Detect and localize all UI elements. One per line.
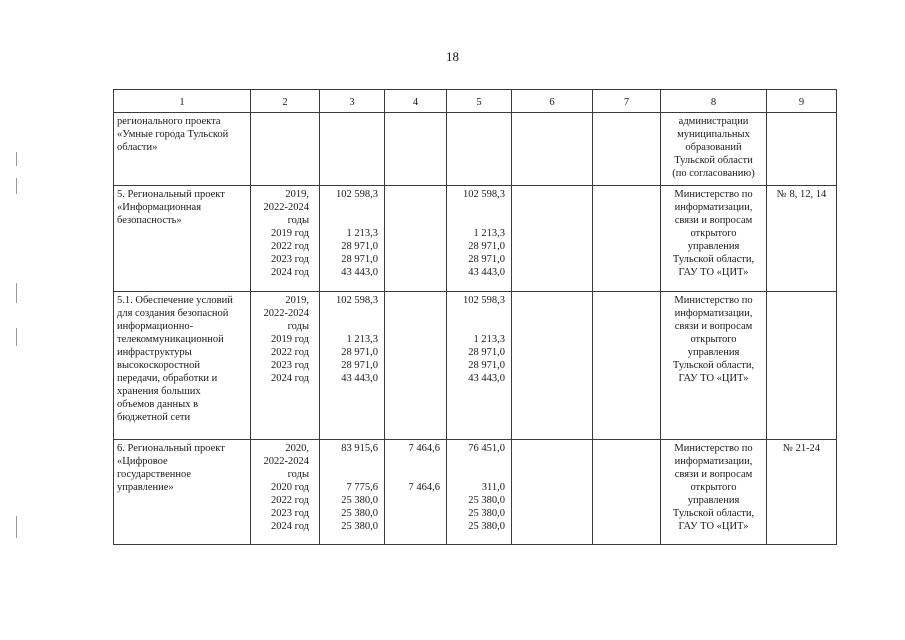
cell-line: «Информационная — [117, 202, 202, 213]
cell-line: 102 598,3 — [336, 295, 378, 306]
cell-line: информатизации, — [674, 456, 753, 467]
header-cell: 4 — [385, 90, 447, 113]
cell-line: 28 971,0 — [468, 347, 505, 358]
cell-line: государственное — [117, 469, 192, 480]
regional-amount-cell — [447, 113, 512, 186]
cell-line: связи и вопросам — [674, 469, 753, 480]
cell-line: 2022 год — [271, 347, 309, 358]
cell-line: 43 443,0 — [468, 373, 505, 384]
cell-line: информатизации, — [674, 308, 753, 319]
cell-line: 2019 год — [271, 334, 309, 345]
cell-line: 7 464,6 — [408, 482, 440, 493]
amount-cell — [593, 292, 661, 440]
cell-line: 25 380,0 — [468, 495, 505, 506]
cell-line — [388, 494, 440, 507]
cell-line: высокоскоростной — [117, 360, 200, 371]
cell-line: 2023 год — [271, 360, 309, 371]
cell-line — [323, 214, 378, 227]
cell-line: 25 380,0 — [468, 521, 505, 532]
cell-line: 2022 год — [271, 241, 309, 252]
executor-cell — [661, 186, 767, 292]
cell-line: 2022-2024 — [263, 308, 309, 319]
header-cell: 1 — [114, 90, 251, 113]
cell-line: образований — [685, 142, 742, 153]
cell-line — [388, 468, 440, 481]
cell-line: Тульской области — [674, 155, 753, 166]
header-cell: 7 — [593, 90, 661, 113]
cell-line: «Умные города Тульской — [117, 129, 229, 140]
cell-line — [388, 507, 440, 520]
cell-line: 102 598,3 — [463, 295, 505, 306]
cell-line: 2023 год — [271, 508, 309, 519]
cell-line: 43 443,0 — [468, 267, 505, 278]
budget-table — [113, 89, 837, 545]
regional-amount-cell — [447, 186, 512, 292]
amount-cell — [593, 440, 661, 545]
cell-line: связи и вопросам — [674, 321, 753, 332]
reference-cell — [767, 113, 837, 186]
header-cell: 2 — [251, 90, 320, 113]
cell-line: 25 380,0 — [468, 508, 505, 519]
header-cell: 8 — [661, 90, 767, 113]
project-name-cell — [114, 292, 251, 440]
cell-line — [323, 468, 378, 481]
cell-line: ГАУ ТО «ЦИТ» — [678, 373, 749, 384]
cell-line: (по согласованию) — [672, 168, 755, 179]
cell-line: регионального проекта — [117, 116, 221, 127]
cell-line — [450, 201, 505, 214]
header-row — [114, 90, 837, 113]
cell-line — [450, 455, 505, 468]
cell-line — [323, 455, 378, 468]
executor-cell — [661, 292, 767, 440]
amount-cell — [593, 113, 661, 186]
page-number: 18 — [446, 49, 459, 64]
project-name-cell — [114, 186, 251, 292]
cell-line: объемов данных в — [117, 399, 199, 410]
cell-line: 1 213,3 — [473, 334, 505, 345]
federal-amount-cell — [385, 440, 447, 545]
header-cell: 3 — [320, 90, 385, 113]
header-cell: 9 — [767, 90, 837, 113]
cell-line — [450, 307, 505, 320]
cell-line: 2022-2024 — [263, 456, 309, 467]
cell-line: 25 380,0 — [341, 521, 378, 532]
cell-line: 83 915,6 — [341, 443, 378, 454]
cell-line: 5.1. Обеспечение условий — [117, 295, 233, 306]
cell-line: информатизации, — [674, 202, 753, 213]
period-cell — [251, 292, 320, 440]
header-cell: 6 — [512, 90, 593, 113]
cell-line: 28 971,0 — [341, 347, 378, 358]
cell-line — [323, 201, 378, 214]
cell-line: управления — [687, 495, 740, 506]
cell-line: Тульской области, — [672, 360, 755, 371]
cell-line: хранения больших — [117, 386, 201, 397]
table-row — [114, 186, 837, 292]
period-cell — [251, 113, 320, 186]
cell-line — [388, 520, 440, 533]
cell-line: области» — [117, 142, 158, 153]
cell-line: безопасность» — [117, 215, 182, 226]
cell-line: Тульской области, — [672, 254, 755, 265]
cell-line: 25 380,0 — [341, 495, 378, 506]
cell-line: ГАУ ТО «ЦИТ» — [678, 521, 749, 532]
cell-line: 43 443,0 — [341, 267, 378, 278]
project-name-cell — [114, 113, 251, 186]
regional-amount-cell — [447, 440, 512, 545]
cell-line: «Цифровое — [117, 456, 168, 467]
cell-line: 28 971,0 — [468, 241, 505, 252]
federal-amount-cell — [385, 186, 447, 292]
cell-line: Тульской области, — [672, 508, 755, 519]
cell-text: № 21-24 — [782, 443, 821, 454]
cell-line: управления — [687, 241, 740, 252]
cell-line: 2019 год — [271, 228, 309, 239]
cell-line: 5. Региональный проект — [117, 189, 225, 200]
cell-line: связи и вопросам — [674, 215, 753, 226]
cell-line: 2020 год — [271, 482, 309, 493]
cell-line: 2019, — [285, 295, 309, 306]
cell-line: годы — [287, 321, 309, 332]
binding-mark — [16, 283, 17, 303]
total-amount-cell — [320, 292, 385, 440]
cell-line: 2022-2024 — [263, 202, 309, 213]
cell-line: 1 213,3 — [346, 334, 378, 345]
cell-line: 28 971,0 — [468, 254, 505, 265]
cell-line: 28 971,0 — [341, 254, 378, 265]
cell-line: Министерство по — [674, 443, 753, 454]
cell-line: Министерство по — [674, 295, 753, 306]
period-cell — [251, 440, 320, 545]
cell-line: Министерство по — [674, 189, 753, 200]
cell-line: телекоммуникационной — [117, 334, 224, 345]
cell-line: передачи, обработки и — [117, 373, 218, 384]
binding-mark — [16, 516, 17, 538]
cell-line — [388, 455, 440, 468]
cell-line: 7 775,6 — [346, 482, 378, 493]
cell-line: ГАУ ТО «ЦИТ» — [678, 267, 749, 278]
table-row — [114, 440, 837, 545]
federal-amount-cell — [385, 292, 447, 440]
cell-line: 6. Региональный проект — [117, 443, 225, 454]
amount-cell — [593, 186, 661, 292]
cell-line: 25 380,0 — [341, 508, 378, 519]
cell-line: 1 213,3 — [346, 228, 378, 239]
amount-cell — [512, 186, 593, 292]
cell-line: годы — [287, 469, 309, 480]
cell-line: 2024 год — [271, 267, 309, 278]
cell-line: открытого — [690, 334, 737, 345]
cell-line: для создания безопасной — [117, 308, 229, 319]
reference-cell — [767, 440, 837, 545]
cell-line: инфраструктуры — [117, 347, 192, 358]
executor-cell — [661, 113, 767, 186]
federal-amount-cell — [385, 113, 447, 186]
cell-line: муниципальных — [677, 129, 750, 140]
total-amount-cell — [320, 186, 385, 292]
cell-line — [323, 307, 378, 320]
cell-line: 2019, — [285, 189, 309, 200]
cell-line: открытого — [690, 482, 737, 493]
cell-line: годы — [287, 215, 309, 226]
cell-line: 43 443,0 — [341, 373, 378, 384]
cell-line: 2020, — [285, 443, 309, 454]
cell-line: 102 598,3 — [336, 189, 378, 200]
amount-cell — [512, 113, 593, 186]
cell-line — [450, 320, 505, 333]
cell-line: бюджетной сети — [117, 412, 191, 423]
period-cell — [251, 186, 320, 292]
cell-line: информационно- — [117, 321, 194, 332]
total-amount-cell — [320, 440, 385, 545]
regional-amount-cell — [447, 292, 512, 440]
table-row — [114, 113, 837, 186]
cell-line: 28 971,0 — [341, 241, 378, 252]
cell-line: 102 598,3 — [463, 189, 505, 200]
cell-line: 2022 год — [271, 495, 309, 506]
table-row — [114, 292, 837, 440]
cell-line: 311,0 — [481, 482, 505, 493]
binding-mark — [16, 328, 17, 346]
header-cell: 5 — [447, 90, 512, 113]
amount-cell — [512, 292, 593, 440]
reference-cell — [767, 186, 837, 292]
cell-line: администрации — [678, 116, 749, 127]
cell-line: 2024 год — [271, 521, 309, 532]
total-amount-cell — [320, 113, 385, 186]
cell-line: открытого — [690, 228, 737, 239]
cell-line: 28 971,0 — [468, 360, 505, 371]
cell-line — [450, 214, 505, 227]
reference-cell — [767, 292, 837, 440]
executor-cell — [661, 440, 767, 545]
cell-line: 2023 год — [271, 254, 309, 265]
cell-line: 7 464,6 — [408, 443, 440, 454]
cell-line: 28 971,0 — [341, 360, 378, 371]
binding-mark — [16, 178, 17, 194]
cell-line: 2024 год — [271, 373, 309, 384]
cell-text: № 8, 12, 14 — [776, 189, 827, 200]
project-name-cell — [114, 440, 251, 545]
binding-mark — [16, 152, 17, 166]
cell-line: управления — [687, 347, 740, 358]
table-body — [114, 113, 837, 545]
amount-cell — [512, 440, 593, 545]
cell-line: управление» — [117, 482, 174, 493]
cell-line: 76 451,0 — [468, 443, 505, 454]
cell-line — [323, 320, 378, 333]
cell-line — [450, 468, 505, 481]
cell-line: 1 213,3 — [473, 228, 505, 239]
